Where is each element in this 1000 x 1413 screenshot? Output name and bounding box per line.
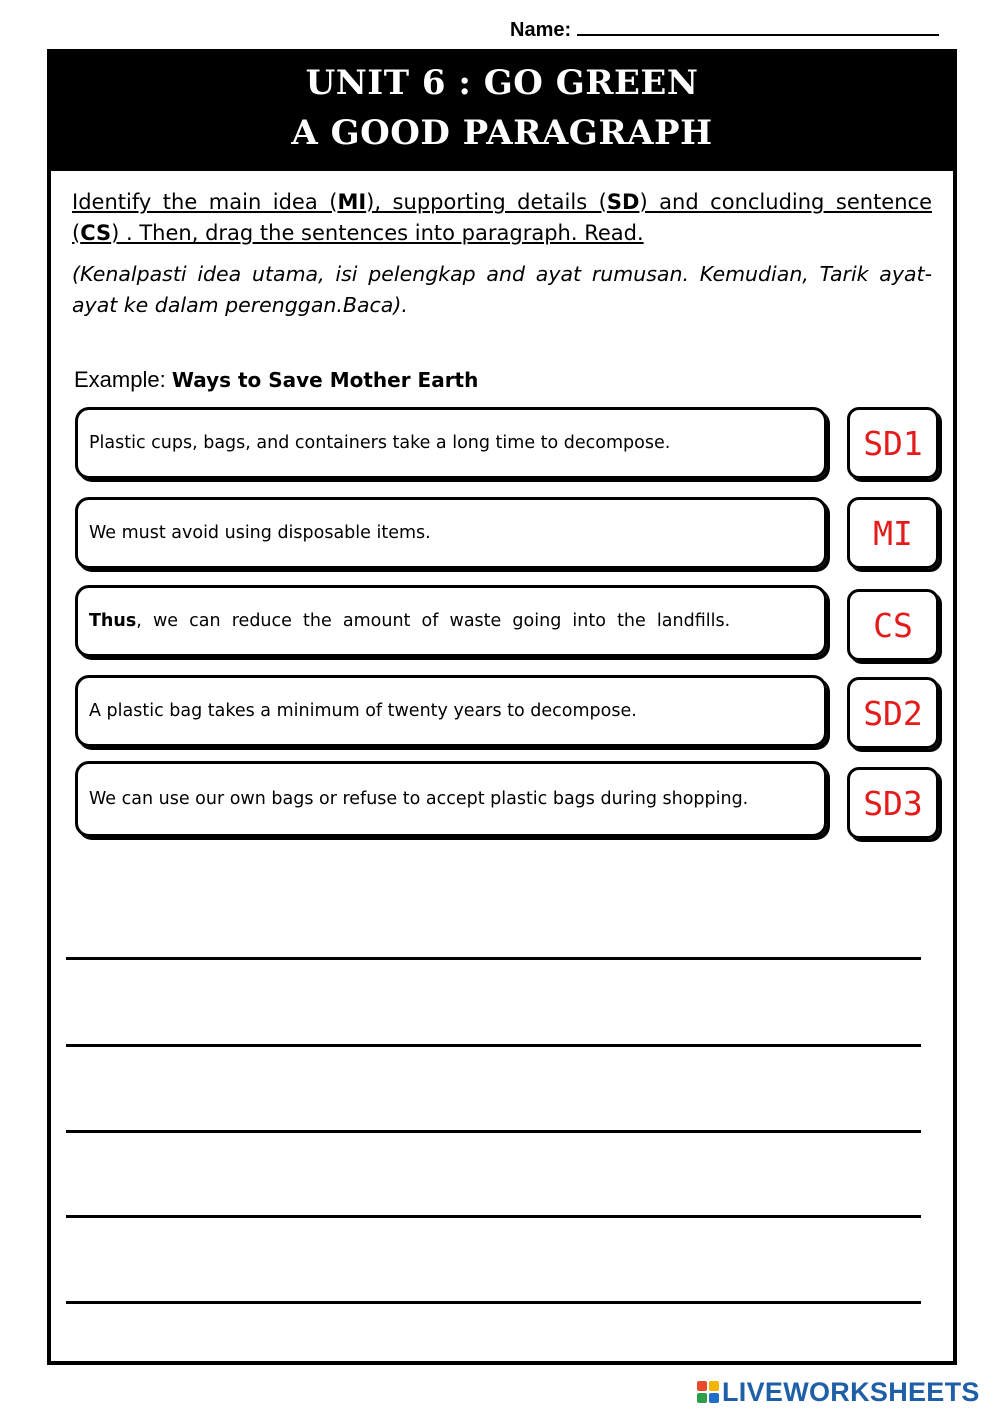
sentence-text: We can use our own bags or refuse to accept plastic bags during shopping. [89,789,749,809]
lesson-title: A GOOD PARAGRAPH [291,113,713,153]
tag-box-5[interactable]: SD3 [847,767,939,839]
tag-box-3[interactable]: CS [847,589,939,661]
worksheet-header [51,53,953,171]
example-heading [74,367,478,393]
name-label: Name: [510,19,572,41]
name-field [510,16,939,42]
example-title: Ways to Save Mother Earth [171,368,479,392]
tag-box-1[interactable]: SD1 [847,407,939,479]
sentence-text: We must avoid using disposable items. [89,523,431,543]
worksheet-frame [47,49,957,1365]
tag-box-4[interactable]: SD2 [847,677,939,749]
sentence-text: A plastic bag takes a minimum of twenty years to decompose. [89,701,637,721]
sentence-box-4[interactable] [75,675,827,747]
answer-line-5[interactable] [66,1301,921,1304]
sentence-box-2[interactable] [75,497,827,569]
name-blank-line[interactable] [577,16,939,36]
sentence-text: Plastic cups, bags, and containers take a long time to decompose. [89,433,671,453]
answer-line-4[interactable] [66,1215,921,1218]
answer-line-1[interactable] [66,957,921,960]
example-label: Example: [74,367,166,392]
unit-title: UNIT 6 : GO GREEN [305,63,699,103]
sentence-box-5[interactable] [75,761,827,837]
answer-line-3[interactable] [66,1130,921,1133]
tag-box-2[interactable]: MI [847,497,939,569]
liveworksheets-brand [697,1375,980,1409]
instruction-english: Identify the main idea (MI), supporting details (SD) and concluding sentence (CS) . Then, drag the sentences into paragraph. Read. [72,190,933,245]
sentence-text: , we can reduce the amount of waste going into the landfills. [136,611,731,631]
brand-text: LIVEWORKSHEETS [722,1376,980,1407]
sentence-box-1[interactable] [75,407,827,479]
sentence-box-3[interactable]: Thus , we can reduce the amount of waste going into the landfills. [75,585,827,657]
answer-line-2[interactable] [66,1044,921,1047]
instruction-malay: (Kenalpasti idea utama, isi pelengkap and ayat rumusan. Kemudian, Tarik ayat-ayat ke dalam perenggan.Baca). [72,262,932,317]
liveworksheets-logo-icon [697,1381,719,1403]
